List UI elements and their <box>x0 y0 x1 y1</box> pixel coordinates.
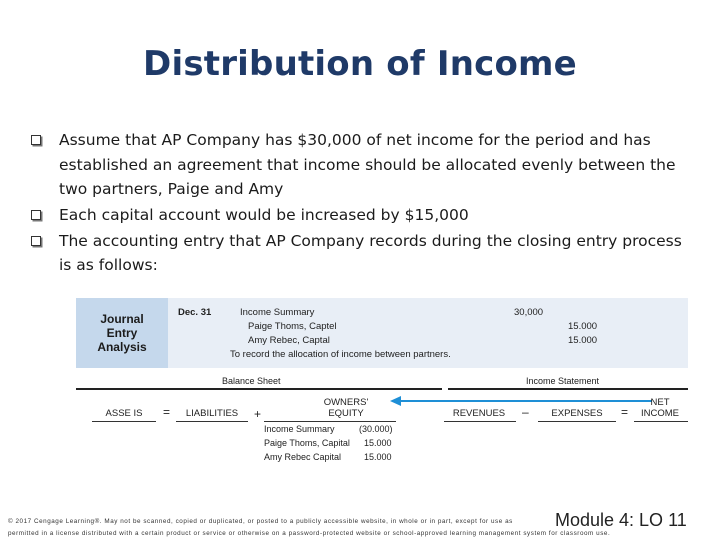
owners-equity-label: OWNERS' <box>323 397 369 408</box>
liabilities-rule <box>176 421 248 422</box>
equation-header <box>76 376 688 388</box>
net-income-rule <box>634 421 688 422</box>
revenues-label: REVENUES <box>452 408 506 419</box>
module-label: Module 4: LO 11 <box>555 510 687 530</box>
detail-amount: 15.000 <box>364 452 392 462</box>
equals-sign: = <box>163 405 171 419</box>
journal-credit-account: Paige Thoms, Captel <box>248 321 337 332</box>
income-statement-rule <box>448 388 688 390</box>
detail-amount: 15.000 <box>364 438 392 448</box>
bullet-text: The accounting entry that AP Company records during the closing entry process is as follows: <box>59 231 682 274</box>
detail-account: Amy Rebec Capital <box>264 452 342 462</box>
square-bullet-icon <box>31 135 41 145</box>
balance-sheet-header: Balance Sheet <box>222 376 281 386</box>
journal-date: Dec. 31 <box>178 307 212 318</box>
copyright-line: © 2017 Cengage Learning®. May not be scanned, copied or duplicated, or posted to a publicly accessible website, in whole or in part, except for use as <box>8 518 513 525</box>
revenues-rule <box>444 421 516 422</box>
detail-account: Paige Thoms, Capital <box>264 438 350 448</box>
copyright-line: permitted in a license distributed with a certain product or service or otherwise on a password-protected website or school-approved learning management system for classroom use. <box>8 530 611 537</box>
detail-amount: (30.000) <box>359 424 393 434</box>
journal-entry-body <box>168 298 688 368</box>
square-bullet-icon <box>31 210 41 220</box>
bullet-item <box>30 229 695 278</box>
assets-rule <box>92 421 156 422</box>
journal-credit-account: Amy Rebec, Captal <box>248 335 330 346</box>
income-statement-header: Income Statement <box>526 376 600 386</box>
owners-equity-rule <box>264 421 396 422</box>
bullet-list <box>30 128 695 278</box>
bullet-item <box>30 202 695 229</box>
journal-debit-amount: 30,000 <box>514 307 544 318</box>
net-income-label: NET <box>650 397 670 408</box>
journal-credit-amount: 15.000 <box>568 335 598 346</box>
bullet-item <box>30 128 695 202</box>
expenses-label: EXPENSES <box>551 408 603 419</box>
net-income-label: INCOME <box>641 408 679 419</box>
equals-sign: = <box>621 405 629 419</box>
expenses-rule <box>538 421 616 422</box>
journal-debit-account: Income Summary <box>240 307 315 318</box>
journal-entry-figure <box>76 298 688 368</box>
slide-title: Distribution of Income <box>143 44 577 84</box>
balance-sheet-rule <box>76 388 442 390</box>
plus-sign: + <box>254 407 262 421</box>
journal-entry-label: Journal Entry Analysis <box>76 298 168 368</box>
journal-memo: To record the allocation of income between partners. <box>230 349 451 360</box>
detail-account: Income Summary <box>264 424 335 434</box>
journal-credit-amount: 15.000 <box>568 321 598 332</box>
owners-equity-label: EQUITY <box>328 408 364 419</box>
bullet-text: Assume that AP Company has $30,000 of net income for the period and has established an agreement that income should be allocated evenly between the two partners, Paige and Amy <box>59 131 676 198</box>
square-bullet-icon <box>31 236 41 246</box>
minus-sign: – <box>522 405 529 419</box>
bullet-text: Each capital account would be increased by $15,000 <box>59 205 469 224</box>
assets-label: ASSE IS <box>105 408 143 419</box>
liabilities-label: LIABILITIES <box>185 408 239 419</box>
